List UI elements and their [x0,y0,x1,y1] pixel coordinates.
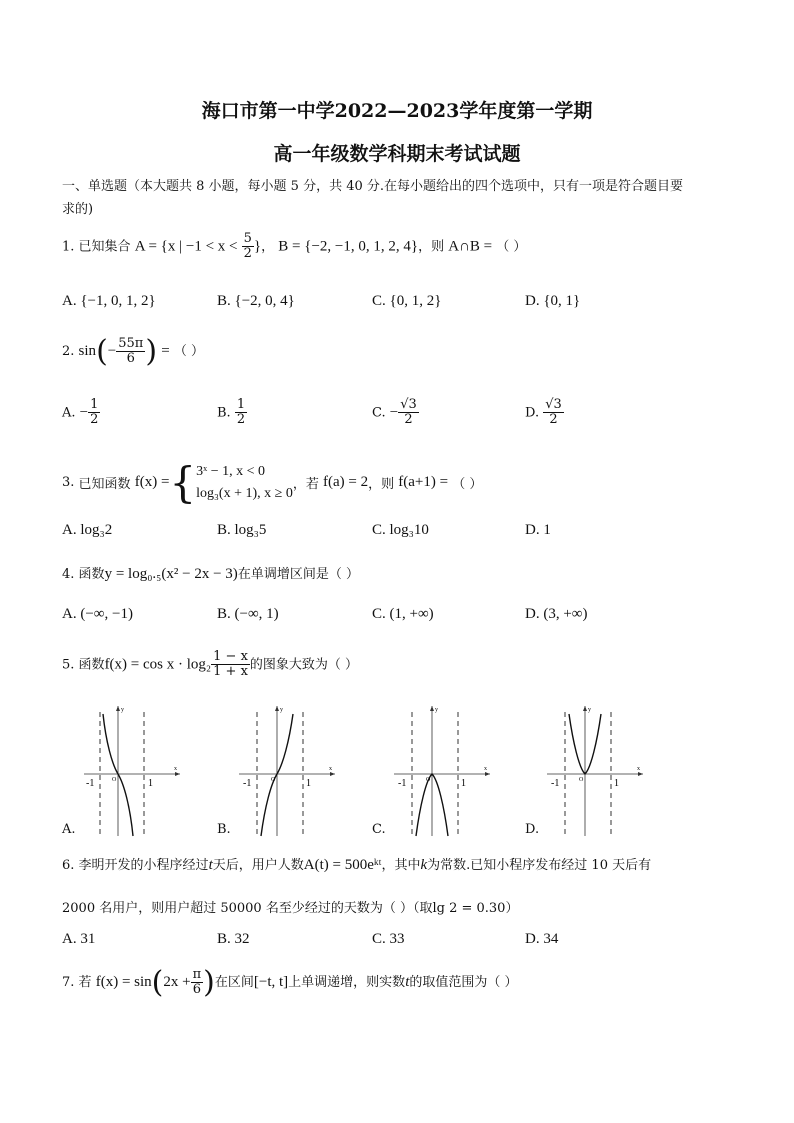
question-number: 7. [62,975,75,990]
fraction [543,398,564,428]
question-text: 已知集合 [78,239,131,255]
question-text: 已知函数 [78,477,131,492]
fraction-numerator: 1 [90,397,99,412]
variable-k: k [420,857,428,873]
origin-label: O [271,777,276,783]
piecewise-case-2: log₃(x + 1), x ≥ 0 [196,485,293,501]
q1-option-d: D. {0, 1} [525,293,581,309]
intersection-expr: A∩B = [448,238,493,255]
question-number: 3. [62,475,75,490]
question-text: 函数 [78,567,105,582]
tick-label-neg-one: -1 [551,778,560,789]
question-text: 为常数.已知小程序发布经过 10 天后有 [427,858,652,873]
variable-t: t [405,974,410,990]
q1-option-c: C. {0, 1, 2} [372,293,442,309]
q5-option-b-label: B. [217,822,231,837]
origin-label: O [579,777,584,783]
q5-graph-b [217,702,337,842]
y-axis-label: y [588,707,591,713]
q2-option-b [217,398,247,428]
piecewise-cases [196,461,293,504]
option-label: B. [217,405,231,421]
piecewise-brace: { [169,458,197,507]
set-b-expr: B = {−2, −1, 0, 1, 2, 4} [278,238,419,255]
question-text: 上单调递增，则实数 [288,975,406,990]
question-1 [62,232,526,262]
fraction-numerator: √3 [545,397,562,412]
question-text: 李明开发的小程序经过 [78,858,209,873]
q3-option-a: A. log₃2 [62,522,113,538]
tick-label-one: 1 [306,778,311,789]
q5-graph-c [372,702,492,842]
log-expr: y = log₀.₅(x² − 2x − 3) [104,566,238,582]
variable-t: t [208,857,213,873]
function-name: f(x) = [134,474,170,490]
q4-option-a: A. (−∞, −1) [62,606,133,622]
inner-expr: 2x + [163,974,191,990]
question-7 [62,965,518,1000]
x-axis-label: x [637,766,640,772]
q2-option-c [372,398,419,428]
fraction-denominator: 6 [126,351,135,366]
x-axis-label: x [484,766,487,772]
set-a-expr: A = {x | −1 < x < [134,238,238,255]
function-expr: f(x) = cos x · log₂ [104,656,212,673]
question-text: ，若 [292,477,319,492]
option-label: C. [372,405,386,421]
paren-open: ( [96,334,108,369]
q3-option-d: D. 1 [525,522,551,538]
fraction [398,398,419,428]
fraction [211,650,250,680]
question-6 [62,854,651,874]
exam-title-line2: 高一年级数学科期末考试试题 [273,143,521,165]
origin-label: O [426,777,431,783]
question-2 [62,334,204,369]
q4-option-c: C. (1, +∞) [372,606,434,622]
question-number: 4. [62,567,75,582]
paren-close: ) [145,334,158,369]
fraction-denominator: 2 [549,412,558,428]
q6-option-a: A. 31 [62,931,96,947]
piecewise-case-1: 3ˣ − 1, x < 0 [196,463,265,479]
question-text: 天后，用户人数 [212,858,304,873]
tick-label-neg-one: -1 [243,778,252,789]
question-text: ，其中 [381,858,421,873]
q3-option-b: B. log₃5 [217,522,267,538]
option-sign: − [389,404,399,421]
fraction [191,968,204,998]
fraction [235,398,247,428]
question-6-cont: 2000 名用户，则用户超过 50000 名至少经过的天数为（ ）（取lg 2 = 0.30） [62,901,519,916]
tick-label-neg-one: -1 [86,778,95,789]
question-text: ，则 [368,477,395,492]
fraction-numerator: √3 [400,397,417,412]
fraction-denominator: 2 [243,246,252,262]
q1-option-a: A. {−1, 0, 1, 2} [62,293,156,309]
question-number: 2. [62,344,75,359]
growth-formula: A(t) = 500eᵏᵗ [303,857,382,873]
interval-expr: [−t, t] [253,974,289,990]
question-number: 5. [62,657,75,673]
answer-blank: （ ） [496,239,527,255]
answer-blank: （ ） [452,477,483,492]
tick-label-neg-one: -1 [398,778,407,789]
question-number: 1. [62,239,75,255]
q4-option-b: B. (−∞, 1) [217,606,279,622]
option-sign: − [79,404,89,421]
question-text: 的取值范围为（ ） [409,975,518,990]
q2-option-a [62,398,100,428]
q6-option-b: B. 32 [217,931,250,947]
set-a-close: } [253,238,262,255]
fraction-numerator: 1 [236,397,246,412]
fraction-numerator: 1 − x [213,649,248,664]
section-heading-cont: 求的) [62,202,94,217]
question-text: 的图象大致为（ ） [249,657,359,673]
fraction [116,337,145,367]
question-number: 6. [62,858,75,873]
equals-sign: = [161,343,170,359]
section-heading: 一、单选题（本大题共 8 小题，每小题 5 分，共 40 分.在每小题给出的四个选项中，只有一项是符合题目要 [62,179,684,194]
minus-sign: − [107,343,117,359]
y-axis-label: y [435,707,438,713]
option-label: A. [62,405,76,421]
origin-label: O [112,777,117,783]
separator: ， [261,239,275,255]
y-axis-label: y [280,707,283,713]
q5-option-c-label: C. [372,822,386,837]
paren-open: ( [151,965,164,1000]
tick-label-one: 1 [614,778,619,789]
x-axis-label: x [174,766,177,772]
function-expr: f(x) = sin [95,974,152,990]
q1-option-b: B. {−2, 0, 4} [217,293,295,309]
question-text: 在单调增区间是（ ） [237,567,359,582]
ask-expr: f(a+1) = [398,474,449,490]
question-text: 若 [78,975,92,990]
question-4 [62,563,359,583]
fraction-denominator: 6 [192,982,201,997]
q6-option-c: C. 33 [372,931,405,947]
fraction-numerator: 5 [243,231,252,246]
tick-label-one: 1 [461,778,466,789]
fraction-denominator: 2 [236,412,246,428]
q5-graph-a [62,702,182,842]
question-text: 函数 [78,657,105,673]
fraction [242,232,254,262]
y-axis-label: y [121,707,124,713]
fraction [88,398,100,428]
sin-label: sin [78,343,97,359]
question-text: ，则 [418,239,445,255]
fraction-denominator: 1 + x [213,664,248,680]
question-5 [62,650,358,680]
q4-option-d: D. (3, +∞) [525,606,588,622]
q5-option-d-label: D. [525,822,540,837]
q5-option-a-label: A. [62,822,76,837]
answer-blank: （ ） [173,344,204,359]
condition-expr: f(a) = 2 [322,474,369,490]
q6-option-d: D. 34 [525,931,559,947]
x-axis-label: x [329,766,332,772]
fraction-denominator: 2 [90,412,99,428]
q3-option-c: C. log₃10 [372,522,429,538]
q5-graph-d [525,702,645,842]
question-3 [62,458,482,507]
tick-label-one: 1 [148,778,153,789]
exam-title-line1: 海口市第一中学2022—2023学年度第一学期 [201,100,593,122]
question-text: 在区间 [214,975,254,990]
option-label: D. [525,405,540,421]
fraction-numerator: π [192,966,202,982]
q2-option-d [525,398,564,428]
fraction-numerator: 55π [118,335,144,351]
paren-close: ) [203,965,215,1000]
fraction-denominator: 2 [404,412,413,428]
